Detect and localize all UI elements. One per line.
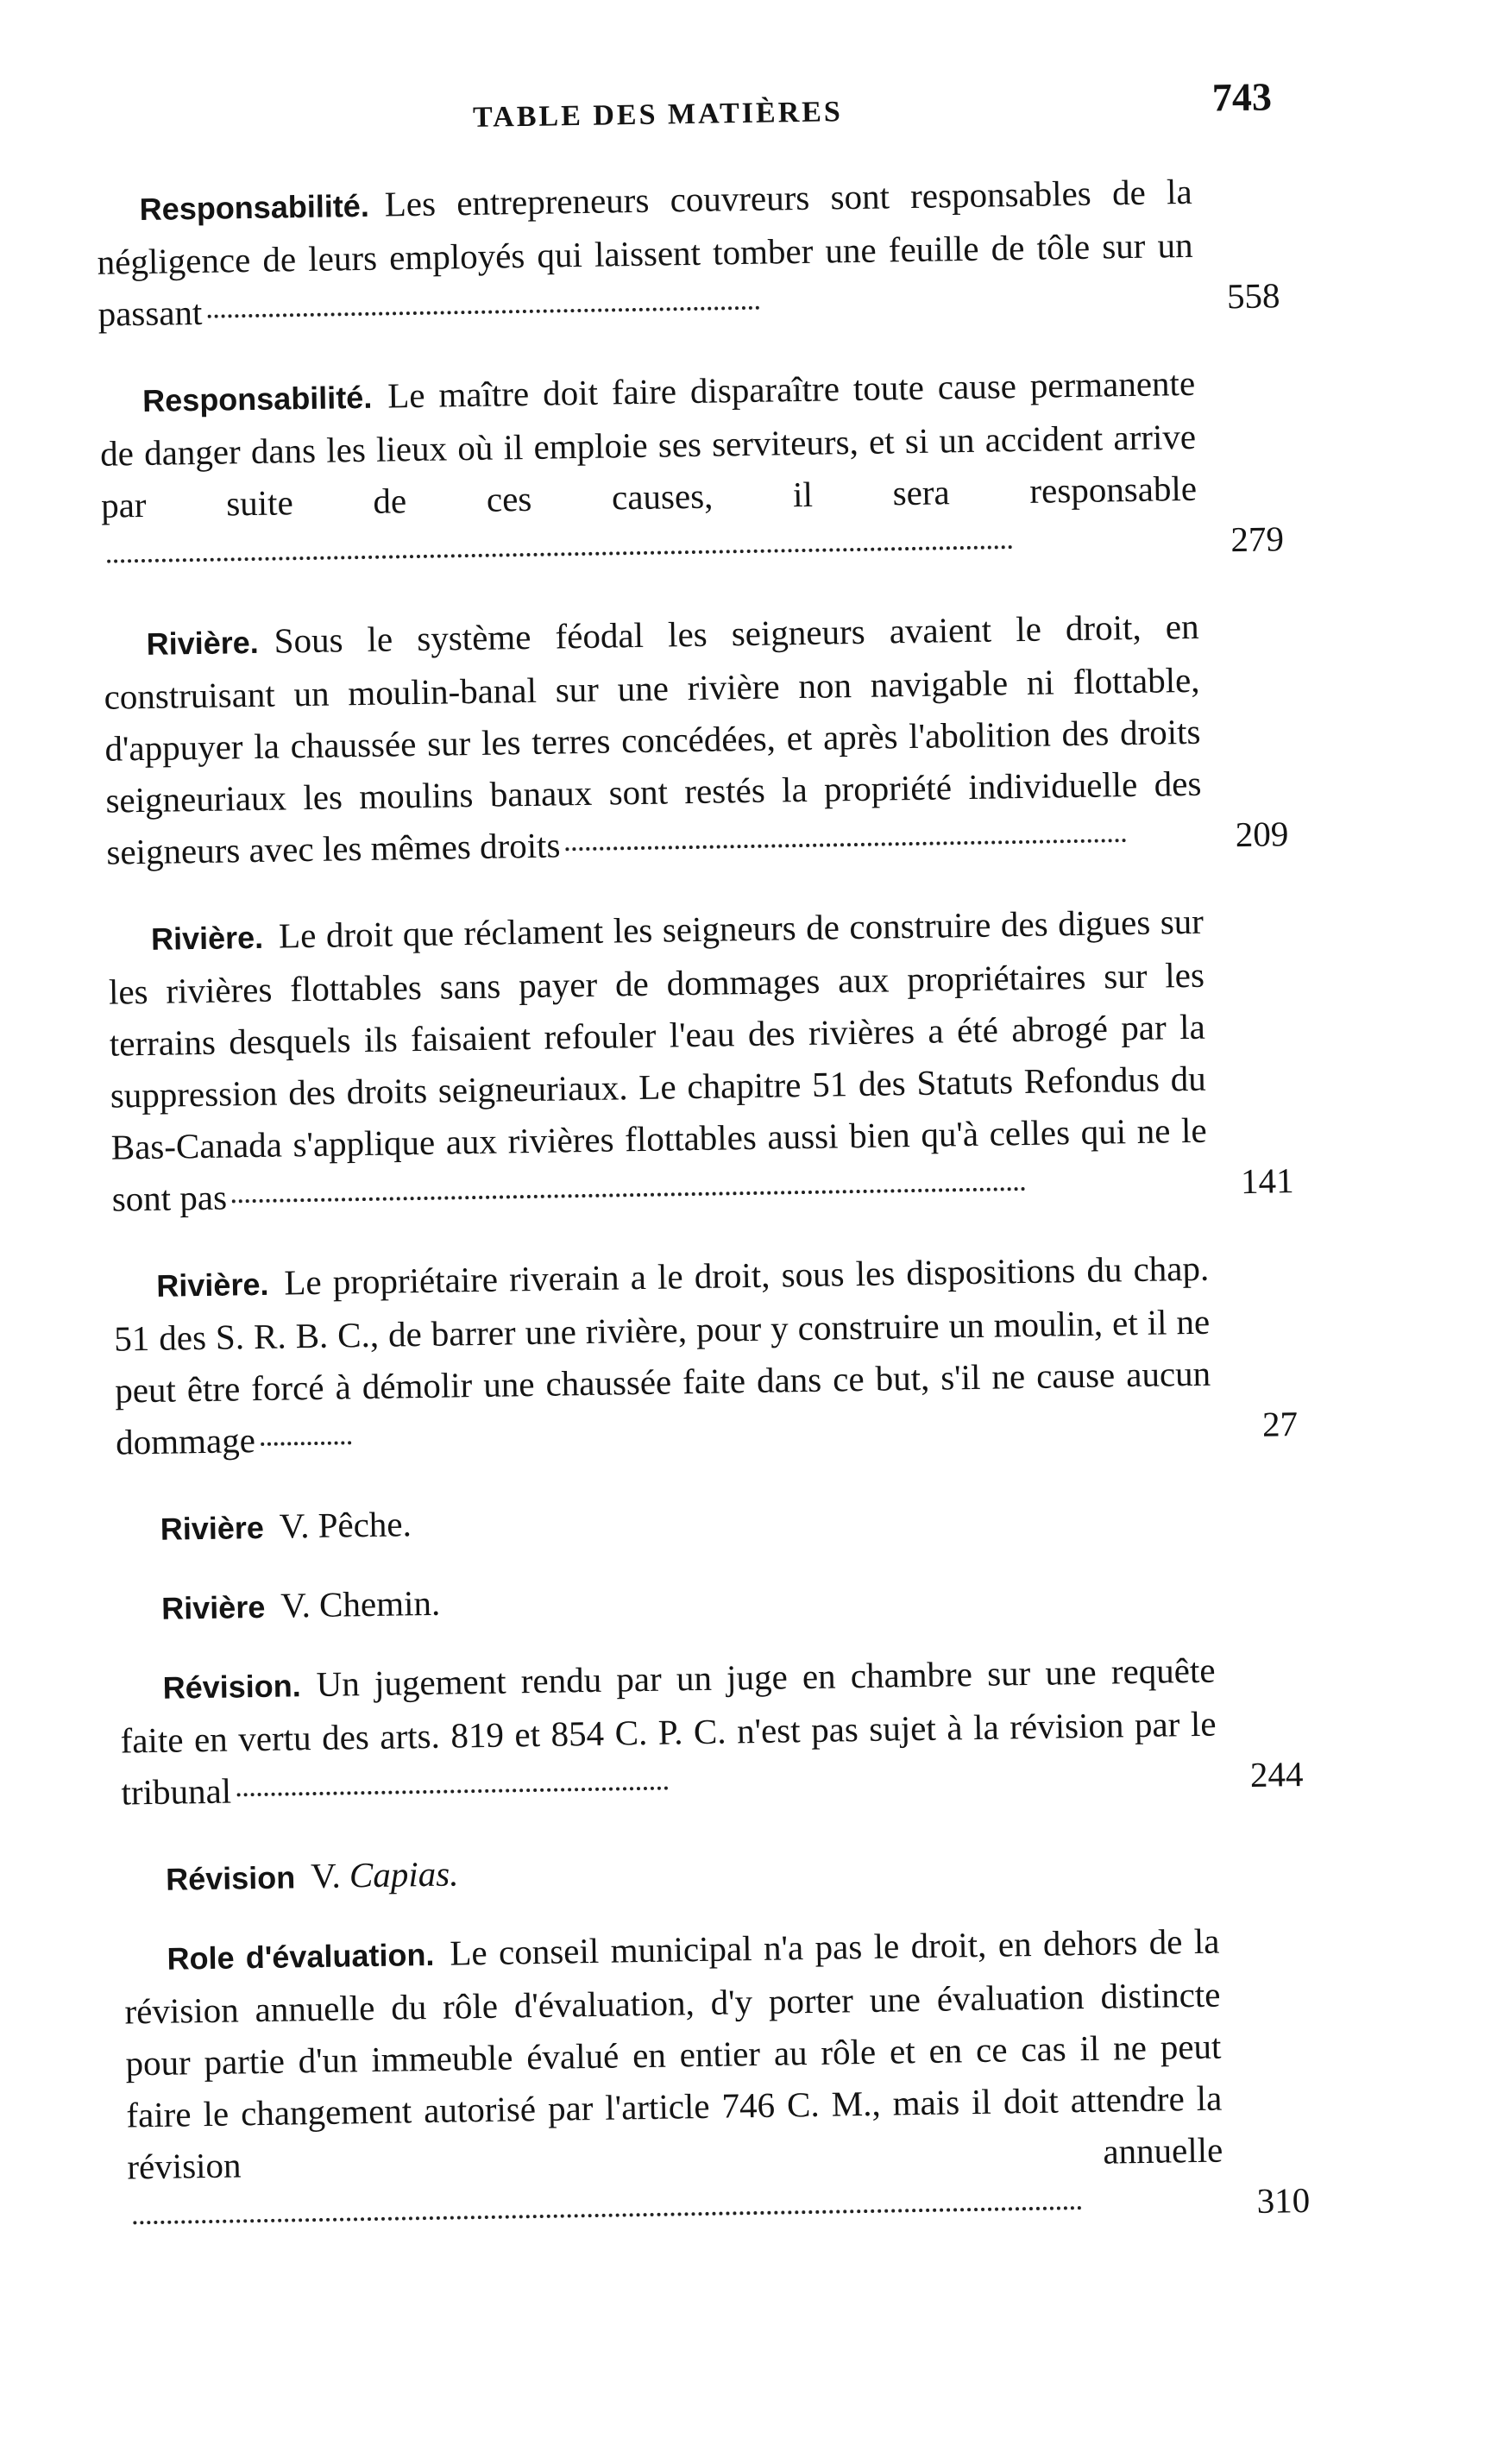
page-header (0, 71, 1480, 146)
entry-text: Un jugement rendu par un juge en chambre sur une requête faite en vertu des arts. 819 et 854 C. P. C. n'est pas sujet à la révision par le tribunal (120, 1650, 1217, 1813)
entry-heading: Rivière. (156, 1266, 269, 1304)
index-entry (123, 1914, 1311, 2244)
entry-text: Sous le système féodal les seigneurs avaient le droit, en construisant un moulin-banal sur une rivière non navigable ni flottable, d'appuyer la chaussée sur les terres concédées, et après l'abolition des droits seigneuriaux les moulins banaux sont restés la propriété individuelle des seigneurs avec les mêmes droits (104, 606, 1202, 872)
page-reference: 209 (1235, 814, 1289, 855)
entry-heading: Rivière. (146, 624, 260, 662)
entry-text: Le propriétaire riverain a le droit, sous les dispositions du chap. 51 des S. R. B. C., de barrer une rivière, pour y construire un moulin, et il ne peut être forcé à démolir une chaussée faite dans ce but, s'il ne cause aucun dommage (113, 1248, 1211, 1462)
entry-heading: Révision. (162, 1668, 302, 1706)
index-entry (123, 1834, 1305, 1907)
dot-leader (565, 838, 1126, 851)
dot-leader (207, 305, 759, 318)
entry-heading: Responsabilité. (142, 379, 373, 418)
page-number: 743 (1211, 74, 1273, 120)
index-entry (113, 1241, 1299, 1468)
entry-heading: Révision (165, 1859, 296, 1897)
dot-leader (236, 1786, 668, 1797)
entry-text: V. Chemin. (280, 1582, 441, 1625)
dot-leader (107, 544, 1013, 563)
entry-text: Les entrepreneurs couvreurs sont responsables de la négligence de leurs employés qui laissent tomber une feuille de tôle sur un passant (97, 171, 1193, 334)
index-entry (116, 1484, 1299, 1556)
entry-heading: Responsabilité. (139, 187, 370, 227)
index-entry (118, 1563, 1301, 1636)
entry-heading: Rivière (160, 1588, 266, 1626)
page-reference: 279 (1230, 519, 1285, 560)
entry-text: Le maître doit faire disparaître toute cause permanente de danger dans les lieux où il emploie ses serviteurs, et si un accident arrive par suite de ces causes, il sera responsable (99, 362, 1198, 525)
entry-text: V. Pêche. (279, 1504, 412, 1546)
running-title: TABLE DES MATIÈRES (472, 96, 844, 134)
dot-leader (232, 1186, 1026, 1203)
page-reference: 141 (1240, 1160, 1294, 1202)
entry-text-italic: Capias. (349, 1853, 459, 1895)
index-entry (99, 355, 1285, 582)
page-reference: 310 (1256, 2179, 1311, 2221)
dot-leader (133, 2205, 1082, 2224)
entry-text: Le conseil municipal n'a pas le droit, en dehors de la révision annuelle du rôle d'évaluation, d'y porter une évaluation distincte pour partie d'un immeuble évalué en entier au rôle et en ce cas il ne peut faire le changement autorisé par l'article 746 C. M., mais il doit attendre la révision annuelle (124, 1920, 1223, 2187)
index-entry (119, 1643, 1304, 1818)
entry-text: Le droit que réclament les seigneurs de construire des digues sur les rivières flottables sans payer de dommages aux propriétaires sur les terrains desquels ils faisaient refouler l'eau des rivières a été abrogé par la suppression des droits seigneuriaux. Le chapitre 51 des Statuts Refondus du Bas-Canada s'applique aux rivières flottables aussi bien qu'à celles qui ne le sont pas (108, 901, 1208, 1219)
index-entries (96, 164, 1311, 2279)
entry-heading: Rivière. (150, 919, 264, 957)
page-reference: 558 (1226, 275, 1280, 317)
dot-leader (261, 1440, 351, 1446)
entry-text-prefix: V. (310, 1855, 342, 1896)
page-reference: 27 (1261, 1404, 1299, 1444)
entry-heading: Rivière (160, 1509, 265, 1547)
index-entry (108, 894, 1295, 1224)
index-entry (96, 164, 1280, 339)
page-reference: 244 (1249, 1754, 1304, 1795)
entry-heading: Role d'évaluation. (167, 1936, 435, 1977)
index-entry (103, 599, 1289, 877)
